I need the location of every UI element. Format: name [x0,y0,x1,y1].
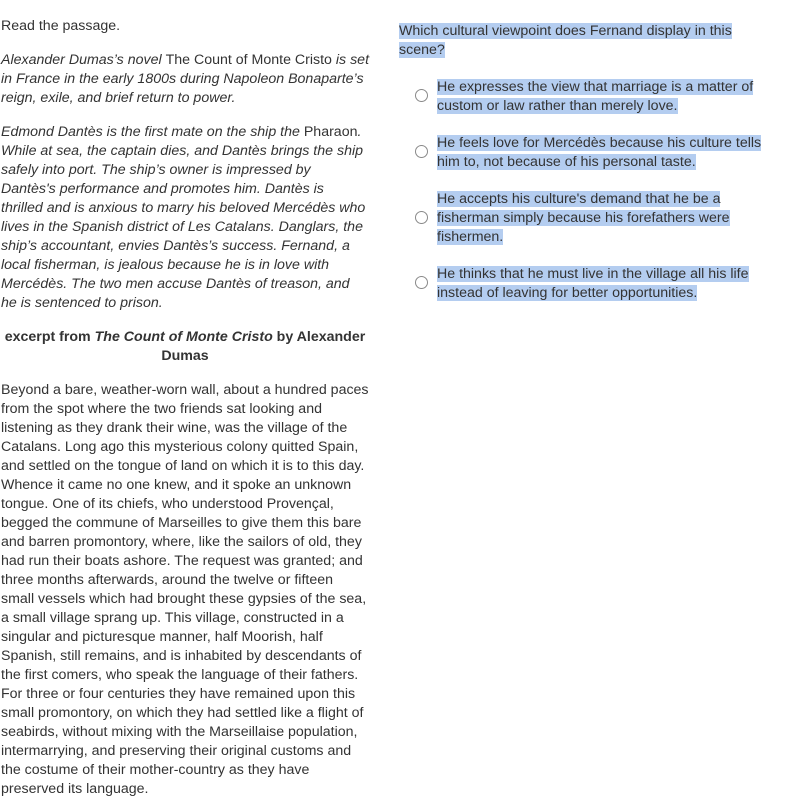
answer-option-label: He feels love for Mercédès because his culture tells him to, not because of his personal taste. [437,135,762,170]
question-text [399,22,767,60]
excerpt-heading [1,328,369,366]
answer-option-4[interactable] [399,265,767,303]
answer-option-label: He accepts his culture's demand that he be a fisherman simply because his forefathers were fishermen. [437,191,730,245]
radio-button-icon[interactable] [415,211,428,224]
intro1-text-a: Alexander Dumas’s novel [1,52,166,68]
excerpt-prefix: excerpt from [4,329,95,345]
reading-passage [1,17,369,809]
question-panel [399,22,767,321]
intro-paragraph-1 [1,51,369,108]
intro1-text-b: is set in France in the early 1800s during Napoleon Bonaparte’s reign, exile, and brief return to power. [1,52,370,106]
intro2-ship-name: Pharaon [303,124,358,140]
radio-button-icon[interactable] [415,145,428,158]
intro2-text-a: Edmond Dantès is the first mate on the ship the [1,124,304,140]
excerpt-suffix: by Alexander Dumas [161,329,366,364]
intro1-book-title: The Count of Monte Cristo [165,52,332,68]
intro-paragraph-2 [1,123,369,313]
answer-option-3[interactable] [399,190,767,247]
radio-button-icon[interactable] [415,89,428,102]
answer-option-label: He thinks that he must live in the village all his life instead of leaving for better opportunities. [437,266,749,301]
radio-button-icon[interactable] [415,276,428,289]
intro2-text-b: . While at sea, the captain dies, and Dantès brings the ship safely into port. The ship’s owner is impressed by Dantès's performance and promotes him. Dantès is thrilled and is anxious to marry his beloved Mercédès who lives in the Spanish district of Les Catalans. Danglars, the ship’s accountant, envies Dantès’s success. Fernand, a local fisherman, is jealous because he is in love with Mercédès. The two men accuse Dantès of treason, and he is sentenced to prison. [1,124,366,311]
answer-option-label: He expresses the view that marriage is a matter of custom or law rather than merely love. [437,79,754,114]
answer-option-2[interactable] [399,134,767,172]
instruction-text: Read the passage. [1,18,121,34]
question-label: Which cultural viewpoint does Fernand display in this scene? [399,23,732,58]
excerpt-book-title: The Count of Monte Cristo [94,329,273,345]
answer-option-1[interactable] [399,78,767,116]
excerpt-body: Beyond a bare, weather-worn wall, about a hundred paces from the spot where the two friends sat looking and listening as they drank their wine, was the village of the Catalans. Long ago this mysterious colony quitted Spain, and settled on the tongue of land on which it is to this day. Whence it came no one knew, and it spoke an unknown tongue. One of its chiefs, who understood Provençal, begged the commune of Marseilles to give them this bare and barren promontory, where, like the sailors of old, they had run their boats ashore. The request was granted; and three months afterwards, around the twelve or fifteen small vessels which had brought these gypsies of the sea, a small village sprang up. This village, constructed in a singular and picturesque manner, half Moorish, half Spanish, still remains, and is inhabited by descendants of the first comers, who speak the language of their fathers. For three or four centuries they have remained upon this small promontory, on which they had settled like a flight of seabirds, without mixing with the Marseillaise population, intermarrying, and preserving their original customs and the costume of their mother-country as they have preserved its language. [1,382,369,797]
